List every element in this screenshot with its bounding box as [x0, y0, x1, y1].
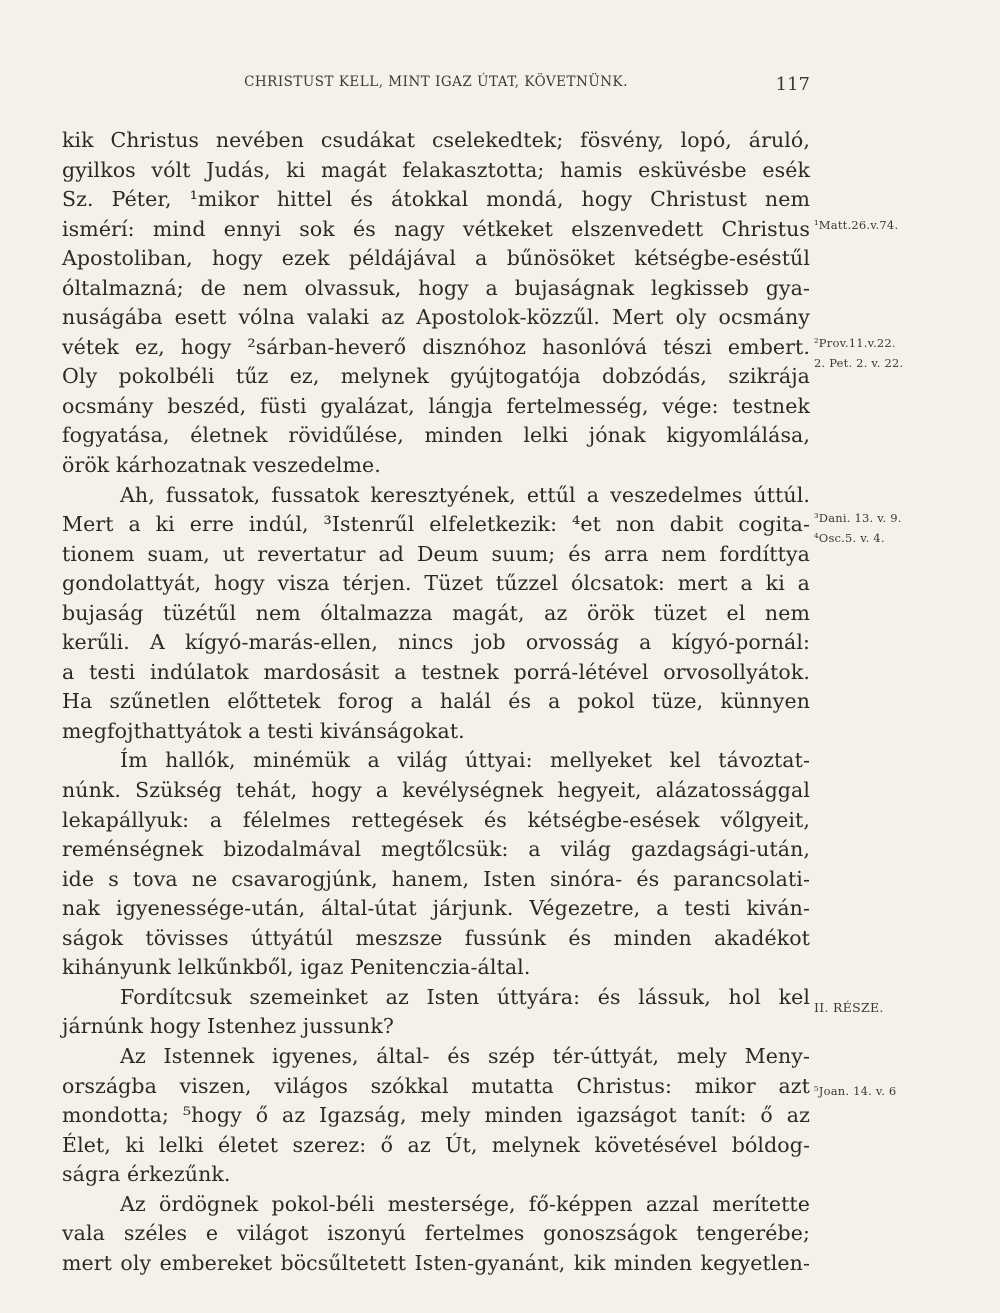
page-number: 117	[775, 74, 810, 95]
running-title: CHRISTUST KELL, MINT IGAZ ÚTAT, KÖVETNÜNK.	[244, 74, 628, 90]
page-header	[62, 74, 810, 95]
text-line: Mert a ki erre indúl, ³Istenrűl elfeletkezik: ⁴et non dabit cogita-	[62, 512, 810, 537]
text-line: ocsmány beszéd, füsti gyalázat, lángja fertelmesség, vége: testnek	[62, 393, 810, 418]
text-line: nak igyenessége-után, által-útat járjunk. Végezetre, a testi kiván-	[62, 896, 810, 921]
text-line: nuságába esett vólna valaki az Apostolok-közzűl. Mert oly ocsmány	[62, 305, 810, 330]
text-line: kerűli. A kígyó-marás-ellen, nincs job orvosság a kígyó-pornál:	[62, 630, 810, 655]
text-line: Apostoliban, hogy ezek példájával a bűnösöket kétségbe-eséstűl	[62, 246, 810, 271]
paragraph-start-line: Az Istennek igyenes, által- és szép tér-úttyát, mely Meny-	[120, 1043, 810, 1068]
text-line: vétek ez, hogy ²sárban-heverő disznóhoz hasonlóvá tészi embert.	[62, 334, 810, 359]
text-line: járnúnk hogy Istenhez jussunk?	[62, 1014, 394, 1039]
text-line: lekapállyuk: a félelmes rettegések és kétségbe-esések vőlgyeit,	[62, 807, 810, 832]
text-line: Élet, ki lelki életet szerez: ő az Út, melynek követésével bóldog-	[62, 1132, 810, 1157]
paragraph-start-line: Az ördögnek pokol-béli mestersége, fő-képpen azzal merítette	[120, 1191, 810, 1216]
text-line: fogyatása, életnek rövidűlése, minden lelki jónak kigyomlálása,	[62, 423, 810, 448]
text-line: örök kárhozatnak veszedelme.	[62, 453, 381, 478]
text-line: núnk. Szükség tehát, hogy a kevélységnek hegyeit, alázatossággal	[62, 778, 810, 803]
text-line: kihányunk lelkűnkből, igaz Penitenczia-által.	[62, 955, 531, 980]
text-line: kik Christus nevében csudákat cselekedtek; fösvény, lopó, áruló,	[62, 128, 810, 152]
text-line: mert oly embereket böcsűltetett Isten-gyanánt, kik minden kegyetlen-	[62, 1250, 810, 1275]
margin-note: ³Dani. 13. v. 9.	[814, 511, 902, 525]
margin-note: 2. Pet. 2. v. 22.	[814, 356, 904, 370]
text-line: országba viszen, világos szókkal mutatta Christus: mikor azt	[62, 1073, 810, 1098]
text-line: megfojthattyátok a testi kivánságokat.	[62, 718, 465, 743]
text-line: Oly pokolbéli tűz ez, melynek gyújtogatója dobzódás, szikrája	[62, 364, 810, 389]
text-line: reménségnek bizodalmával megtőlcsük: a világ gazdagsági-után,	[62, 837, 810, 862]
text-line: vala széles e világot iszonyú fertelmes gonoszságok tengerébe;	[62, 1221, 810, 1246]
section-margin-note: II. RÉSZE.	[814, 1000, 884, 1015]
text-line: bujaság tüzétűl nem óltalmazza magát, az örök tüzet el nem	[62, 600, 810, 625]
text-line: Ha szűnetlen előttetek forog a halál és a pokol tüze, künnyen	[62, 689, 810, 714]
text-line: mondotta; ⁵hogy ő az Igazság, mely minden igazságot tanít: ő az	[62, 1103, 810, 1128]
text-line: ide s tova ne csavarogjúnk, hanem, Isten sinóra- és parancsolati-	[62, 866, 810, 891]
text-line: Sz. Péter, ¹mikor hittel és átokkal mondá, hogy Christust nem	[62, 187, 810, 212]
paragraph-start-line: Fordítcsuk szemeinket az Isten úttyára: és lássuk, hol kel	[120, 984, 810, 1009]
text-line: ságra érkezűnk.	[62, 1162, 231, 1187]
text-line: gyilkos vólt Judás, ki magát felakasztotta; hamis esküvésbe esék	[62, 157, 810, 182]
text-line: gondolattyát, hogy visza térjen. Tüzet tűzzel ólcsatok: mert a ki a	[62, 571, 810, 596]
text-line: tionem suam, ut revertatur ad Deum suum; és arra nem fordíttya	[62, 541, 810, 566]
text-line: óltalmazná; de nem olvassuk, hogy a bujaságnak legkisseb gya-	[62, 275, 810, 300]
text-line: a testi indúlatok mardosásit a testnek porrá-létével orvosollyátok.	[62, 659, 810, 684]
margin-note: ²Prov.11.v.22.	[814, 336, 896, 350]
margin-note: ⁴Osc.5. v. 4.	[814, 531, 885, 545]
text-line: ságok tövisses úttyátúl meszsze fussúnk és minden akadékot	[62, 925, 810, 950]
paragraph-start-line: Ím hallók, minémük a világ úttyai: mellyeket kel távoztat-	[120, 748, 810, 773]
paragraph-start-line: Ah, fussatok, fussatok keresztyének, ettűl a veszedelmes úttúl.	[120, 482, 810, 507]
text-line: ismérí: mind ennyi sok és nagy vétkeket elszenvedett Christus	[62, 216, 810, 241]
margin-note: ¹Matt.26.v.74.	[814, 218, 899, 232]
margin-note: ⁵Joan. 14. v. 6	[814, 1084, 897, 1098]
body-text	[62, 126, 810, 1278]
